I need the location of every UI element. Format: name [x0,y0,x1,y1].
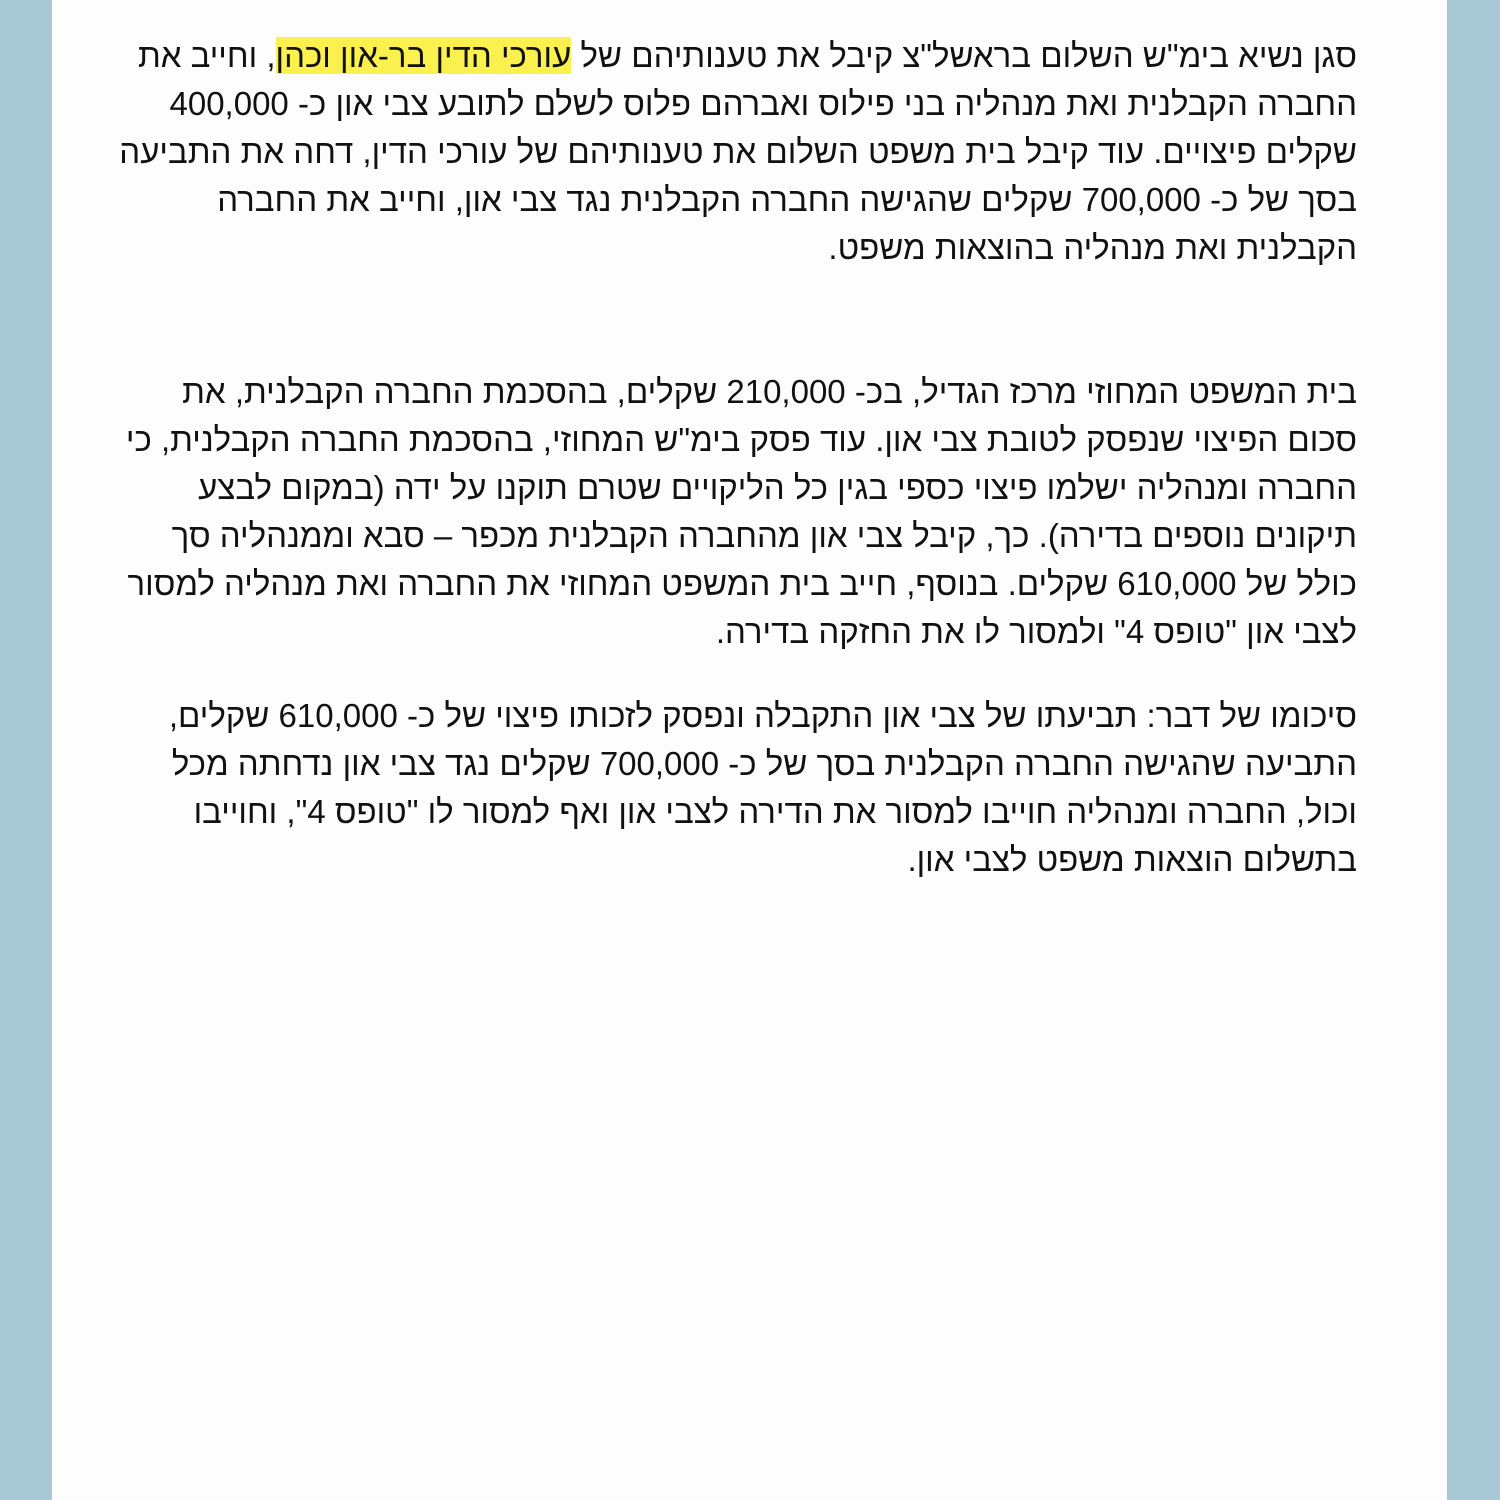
highlighted-lawyers-name: עורכי הדין בר-און וכהן [275,37,572,74]
paragraph-text-start: סגן נשיא בימ"ש השלום בראשל"צ קיבל את טענותיהם של [571,37,1357,74]
paragraph-district-court: בית המשפט המחוזי מרכז הגדיל, בכ- 210,000 שקלים, בהסכמת החברה הקבלנית, את סכום הפיצוי שנפסק לטובת צבי און. עוד פסק בימ"ש המחוזי, בהסכמת החברה הקבלנית, כי החברה ומנהליה ישלמו פיצוי כספי בגין כל הליקויים שטרם תוקנו על ידה (במקום לבצע תיקונים נוספים בדירה). כך, קיבל צבי און מהחברה הקבלנית מכפר – סבא וממנהליה סך כולל של 610,000 שקלים. בנוסף, חייב בית המשפט המחוזי את החברה ואת מנהליה למסור לצבי און "טופס 4" ולמסור לו את החזקה בדירה. [125,373,1357,650]
paragraph-magistrate-ruling [104,32,1357,272]
document-page [52,0,1447,1500]
paragraph-text-end: , וחייב את החברה הקבלנית ואת מנהליה בני פילוס ואברהם פלוס לשלם לתובע צבי און כ- 400,000 שקלים פיצויים. עוד קיבל בית משפט השלום את טענותיהם של עורכי הדין, דחה את התביעה בסך של כ- 700,000 שקלים שהגישה החברה הקבלנית נגד צבי און, וחייב את החברה הקבלנית ואת מנהליה בהוצאות משפט. [119,37,1357,266]
paragraph-summary: סיכומו של דבר: תביעתו של צבי און התקבלה ונפסק לזכותו פיצוי של כ- 610,000 שקלים, התביעה שהגישה החברה הקבלנית בסך של כ- 700,000 שקלים נגד צבי און נדחתה מכל וכול, החברה ומנהליה חוייבו למסור את הדירה לצבי און ואף למסור לו "טופס 4", וחוייבו בתשלום הוצאות משפט לצבי און. [168,697,1357,878]
